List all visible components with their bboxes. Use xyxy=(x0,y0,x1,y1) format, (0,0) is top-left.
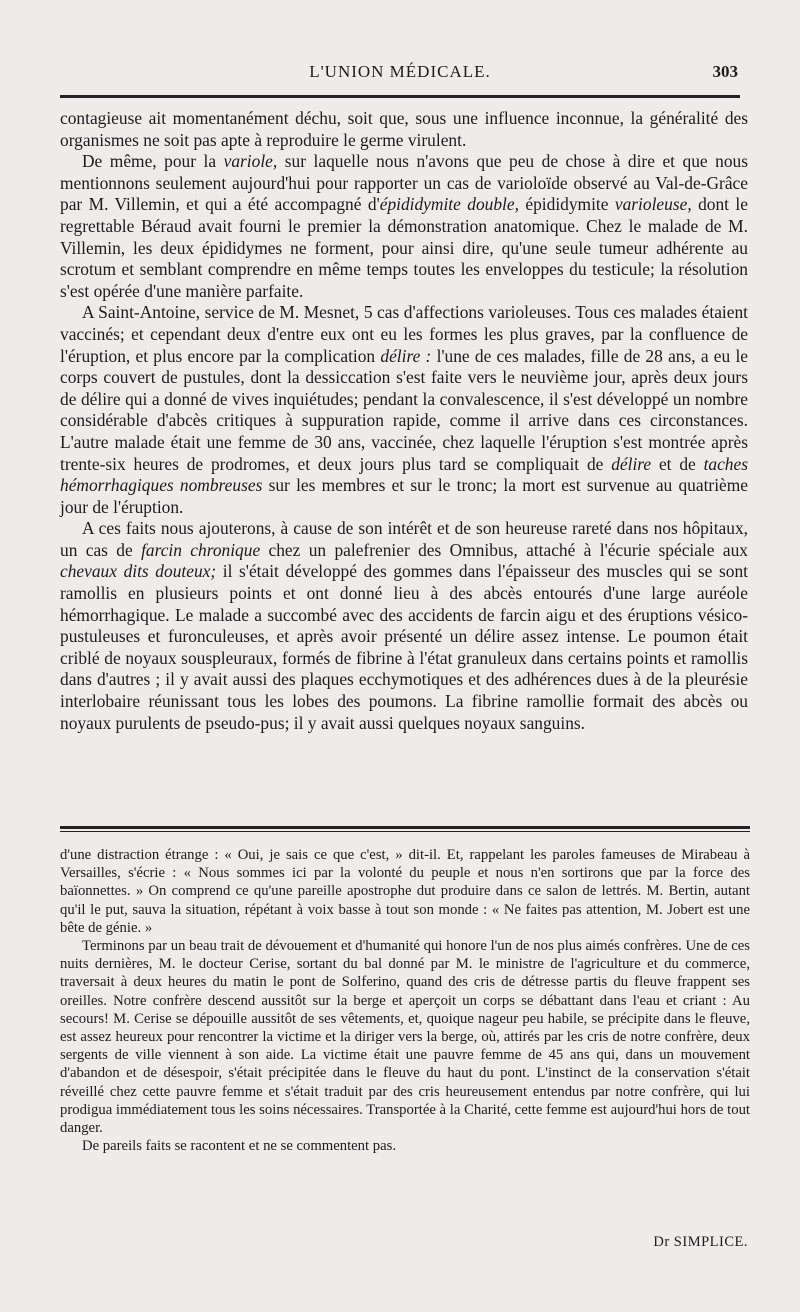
paragraph-2 xyxy=(60,151,748,302)
author-signature: Dr SIMPLICE. xyxy=(653,1234,748,1250)
text-segment: et de xyxy=(651,453,704,474)
italic-term: délire : xyxy=(380,345,432,366)
feuilleton-paragraph-3: De pareils faits se racontent et ne se commentent pas. xyxy=(82,1138,397,1155)
paragraph-1: contagieuse ait momentanément déchu, soit que, sous une influence inconnue, la généralité des organismes ne soit pas apte à reproduire le germe virulent. xyxy=(60,108,748,150)
text-segment: il s'était développé des gommes dans l'épaisseur des muscles qui se sont ramollis en plusieurs points et ont donné lieu à des abcès entourés d'une large auréole hémorrhagique. Le malade a succombé avec des accidents de farcin aigu et des éruptions vésico-pustuleuses et furonculeuses, et après avoir présenté un délire assez intense. Le poumon était criblé de noyaux souspleuraux, formés de fibrine à l'état granuleux dans certains points et ramollis dans d'autres ; il y avait aussi des plaques ecchymotiques et des adhérences dues à de la pleurésie interlobaire réunissant tous les lobes des poumons. La fibrine ramollie formait des abcès ou noyaux purulents de pseudo-pus; il y avait aussi quelques noyaux sanguins. xyxy=(60,561,749,733)
text-segment: A Saint-Antoine, service de M. Mesnet, 5 cas d'affections varioleuses. Tous ces malades étaient vaccinés; et cependant deux d'entre eux ont eu les formes les plus graves, par la confluence de l'éruption, et plus encore par la complication xyxy=(60,302,748,366)
main-article xyxy=(60,108,748,734)
page-header xyxy=(60,62,740,86)
paragraph-3 xyxy=(60,302,748,518)
feuilleton-paragraph-2: Terminons par un beau trait de dévouement et d'humanité qui honore l'un de nos plus aimés confrères. Une de ces nuits dernières, M. le docteur Cerise, sortant du bal donné par M. le ministre de l'agriculture et du commerce, traversait à deux heures du matin le pont de Solferino, quand des cris de détresse partis du fleuve frappent ses oreilles. Notre confrère descend aussitôt sur la berge et aperçoit un corps se débattant dans l'eau et criant : Au secours! M. Cerise se dépouille aussitôt de ses vêtements, et, quoique nageur peu habile, se précipite dans le fleuve, est assez heureux pour rencontrer la victime et la diriger vers la berge, où, attirés par les cris de notre confrère, deux sergents de ville viennent à son aide. La victime était une pauvre femme de 45 ans qui, dans un mouvement d'abandon et de désespoir, s'était précipitée dans le fleuve du haut du pont. L'instinct de la conservation s'était réveillé chez cette pauvre femme et s'était traduit par des cris heureusement entendus par notre confrère, qui lui prodigua immédiatement tous les soins nécessaires. Transportée à la Charité, cette femme est aujourd'hui hors de tout danger. xyxy=(60,938,750,1137)
page-number: 303 xyxy=(712,62,738,81)
header-rule xyxy=(60,95,740,98)
text-segment: sur les membres et sur le tronc; la mort est survenue au quatrième jour de l'éruption. xyxy=(60,475,748,517)
paragraph-4 xyxy=(60,518,748,734)
text-segment: l'une de ces malades, fille de 28 ans, a eu le corps couvert de pustules, dont la dessiccation s'est faite vers le neuvième jour, après deux jours de délire qui a donné de vives inquiétudes; pendant la convalescence, il s'est développé un nombre considérable d'abcès critiques à suppuration rapide, comme il arrive dans ces circonstances. L'autre malade était une femme de 30 ans, vaccinée, chez laquelle l'éruption s'est montrée après trente-six heures de prodromes, et deux jours plus tard se compliquait de xyxy=(60,345,748,474)
italic-term: variole, xyxy=(223,151,278,172)
text-segment: dont le regrettable Béraud avait fourni le premier la démonstration anatomique. Chez le malade de M. Villemin, les deux épididymes ne forment, pour ainsi dire, qu'une seule tumeur adhérente au scrotum et semblant comprendre en même temps toutes les enveloppes du testicule; la résolution s'est opérée d'une manière parfaite. xyxy=(60,194,748,301)
running-title: L'UNION MÉDICALE. xyxy=(309,62,491,81)
text-segment: De même, pour la xyxy=(82,151,224,172)
italic-term: épididymite double, xyxy=(379,194,519,215)
italic-term: varioleuse, xyxy=(614,194,692,215)
feuilleton-separator xyxy=(60,826,750,832)
text-segment: chez un palefrenier des Omnibus, attaché à l'écurie spéciale aux xyxy=(260,539,748,560)
italic-term: taches hémorrhagiques nombreuses xyxy=(60,453,748,496)
feuilleton-section xyxy=(60,846,750,1155)
italic-term: chevaux dits douteux; xyxy=(60,561,217,582)
text-segment: A ces faits nous ajouterons, à cause de son intérêt et de son heureuse rareté dans nos hôpitaux, un cas de xyxy=(60,518,748,560)
text-segment: épididymite xyxy=(518,194,615,215)
italic-term: farcin chronique xyxy=(141,539,261,560)
feuilleton-paragraph-1: d'une distraction étrange : « Oui, je sais ce que c'est, » dit-il. Et, rappelant les paroles fameuses de Mirabeau à Versailles, s'écrie : « Nous sommes ici par la volonté du peuple et nous n'en sortirons que par la force des baïonnettes. » On comprend ce qu'une pareille apostrophe dut produire dans ce salon de lettrés. M. Bertin, autant qu'il le put, sauva la situation, répétant à voix basse à tout son monde : « Ne faites pas attention, M. Jobert est une bête de génie. » xyxy=(60,847,750,936)
italic-term: délire xyxy=(611,453,652,474)
text-segment: sur laquelle nous n'avons que peu de chose à dire et que nous mentionnons seulement aujourd'hui pour rapporter un cas de varioloïde observé au Val-de-Grâce par M. Villemin, et qui a été accompagné d' xyxy=(60,151,749,215)
